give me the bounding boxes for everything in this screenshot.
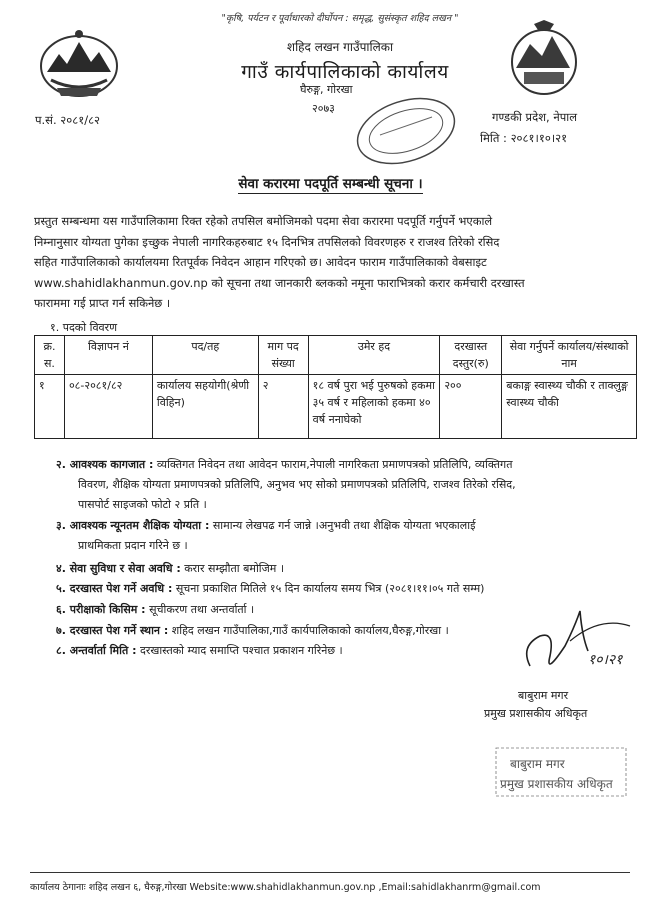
notice-title-text: सेवा करारमा पदपूर्ति सम्बन्धी सूचना । <box>238 176 423 192</box>
item-label: ८. अन्तर्वार्ता मिति : <box>56 644 137 657</box>
col-header-count: माग पद संख्या <box>258 336 308 375</box>
item-label: ५. दरखास्त पेश गर्ने अवधि : <box>56 582 173 595</box>
notice-date: मिति : २०८१।१०।२१ <box>480 131 568 145</box>
item-min-qualification <box>34 516 634 556</box>
cell-ad-no: ०८-२०८१/८२ <box>64 375 152 439</box>
cell-count: २ <box>258 375 308 439</box>
item-text: व्यक्तिगत निवेदन तथा आवेदन फाराम,नेपाली नागरिकता प्रमाणपत्रको प्रतिलिपि, व्यक्तिगत <box>156 458 513 471</box>
table-header-row <box>35 336 637 375</box>
item-required-documents <box>34 455 634 515</box>
reference-number: प.सं. २०८१/८२ <box>35 113 101 127</box>
item-label: २. आवश्यक कागजात : <box>56 458 154 471</box>
handwritten-signature <box>510 606 640 686</box>
municipality-name: शहिद लखन गाउँपालिका <box>286 40 394 54</box>
intro-paragraph <box>34 211 636 314</box>
footer-contact: कार्यालय ठेगानाः शहिद लखन ६, घैरुङ्ग,गोरखा Website:www.shahidlakhanmun.gov.np ,Email:sahidlakhanrm@gmail.com <box>30 882 541 893</box>
item-text: करार सम्झौता बमोजिम । <box>184 562 285 575</box>
vacancy-table <box>34 335 637 439</box>
item-text: सूचीकरण तथा अन्तर्वार्ता । <box>149 603 255 616</box>
cell-age: १८ वर्ष पुरा भई पुरुषको हकमा ३५ वर्ष र महिलाको हकमा ४० वर्ष ननाघेको <box>308 375 440 439</box>
office-stamp <box>350 95 462 175</box>
cell-post: कार्यालय सहयोगी(श्रेणी विहिन) <box>152 375 258 439</box>
item-text: सामान्य लेखपढ गर्न जान्ने ।अनुभवी तथा शैक्षिक योग्यता भएकालाई <box>212 519 476 532</box>
province-name: गण्डकी प्रदेश, नेपाल <box>492 110 578 124</box>
intro-line: प्रस्तुत सम्बन्धमा यस गाउँपालिकामा रिक्त रहेको तपसिल बमोजिमको पदमा सेवा करारमा पदपूर्ति गर्नुपर्ने भएकाले <box>34 214 493 228</box>
intro-line: सहित गाउँपालिकाको कार्यालयमा रितपूर्वक निवेदन आहान गरिएको छ। आवेदन फाराम गाउँपालिकाको वेबसाइट <box>34 255 487 269</box>
section-post-details-title: १. पदको विवरण <box>50 321 118 334</box>
province-logo <box>508 20 580 104</box>
col-header-ad-no: विज्ञापन नं <box>64 336 152 375</box>
intro-line: www.shahidlakhanmun.gov.np को सूचना तथा जानकारी ब्लकको नमूना फाराभित्रको करार कर्मचारी दरखास्त <box>34 275 525 290</box>
item-service-terms <box>34 559 634 579</box>
footer-divider <box>30 872 630 873</box>
intro-line: फाराममा गई प्राप्त गर्न सकिनेछ । <box>34 296 171 310</box>
col-header-office: सेवा गर्नुपर्ने कार्यालय/संस्थाको नाम <box>502 336 637 375</box>
item-label: ४. सेवा सुविधा र सेवा अवधि : <box>56 562 181 575</box>
cell-sn: १ <box>35 375 65 439</box>
item-text-cont: पासपोर्ट साइजको फोटो २ प्रति । <box>78 498 207 511</box>
item-label: ३. आवश्यक न्यूनतम शैक्षिक योग्यता : <box>56 519 210 532</box>
nepal-emblem-logo <box>37 24 122 102</box>
item-application-period <box>34 579 634 599</box>
col-header-sn: क्र. स. <box>35 336 65 375</box>
item-text: सूचना प्रकाशित मितिले १५ दिन कार्यालय समय भित्र (२०८१।११।०५ गते सम्म) <box>175 582 485 595</box>
motto: "कृषि, पर्यटन र पूर्वाधारको दीर्घोपन : समृद्ध, सुसंस्कृत शहिद लखन " <box>221 13 459 24</box>
signature-date-scribble: १०।२१ <box>588 652 623 668</box>
item-label: ६. परीक्षाको किसिम : <box>56 603 146 616</box>
cell-office: बकाङ्ग स्वास्थ्य चौकी र ताक्लुङ्ग स्वास्थ्य चौकी <box>502 375 637 439</box>
item-label: ७. दरखास्त पेश गर्ने स्थान : <box>56 624 169 637</box>
col-header-fee: दरखास्त दस्तुर(रु) <box>440 336 502 375</box>
office-name: गाउँ कार्यपालिकाको कार्यालय <box>241 61 449 83</box>
col-header-post: पद/तह <box>152 336 258 375</box>
office-address: घैरुङ्ग, गोरखा <box>300 83 353 96</box>
table-row <box>35 375 637 439</box>
intro-line: निम्नानुसार योग्यता पुगेका इच्छुक नेपाली नागरिकहरुबाट १५ दिनभित्र तपसिलको विवरणहरु र राजश्व तिरेको रसिद <box>34 234 500 249</box>
signatory-designation: प्रमुख प्रशासकीय अधिकृत <box>484 707 588 720</box>
signatory-name: बाबुराम मगर <box>518 689 569 702</box>
stamp-name-text: बाबुराम मगर <box>510 757 565 771</box>
designation-stamp <box>488 742 634 802</box>
item-text: शहिद लखन गाउँपालिका,गाउँ कार्यपालिकाको कार्यालय,घैरुङ्ग,गोरखा । <box>171 624 449 637</box>
item-text-cont: प्राथमिकता प्रदान गरिने छ । <box>78 539 188 552</box>
col-header-age: उमेर हद <box>308 336 440 375</box>
established-year: २०७३ <box>312 102 335 115</box>
item-text-cont: विवरण, शैक्षिक योग्यता प्रमाणपत्रको प्रतिलिपि, अनुभव भए सोको प्रमाणपत्रको प्रतिलिपि, राजश्व तिरेको रसिद, <box>78 478 516 491</box>
item-text: दरखास्तको म्याद समाप्ति पश्चात प्रकाशन गरिनेछ । <box>139 644 343 657</box>
stamp-designation-text: प्रमुख प्रशासकीय अधिकृत <box>500 777 613 791</box>
notice-title <box>0 174 661 192</box>
cell-fee: २०० <box>440 375 502 439</box>
